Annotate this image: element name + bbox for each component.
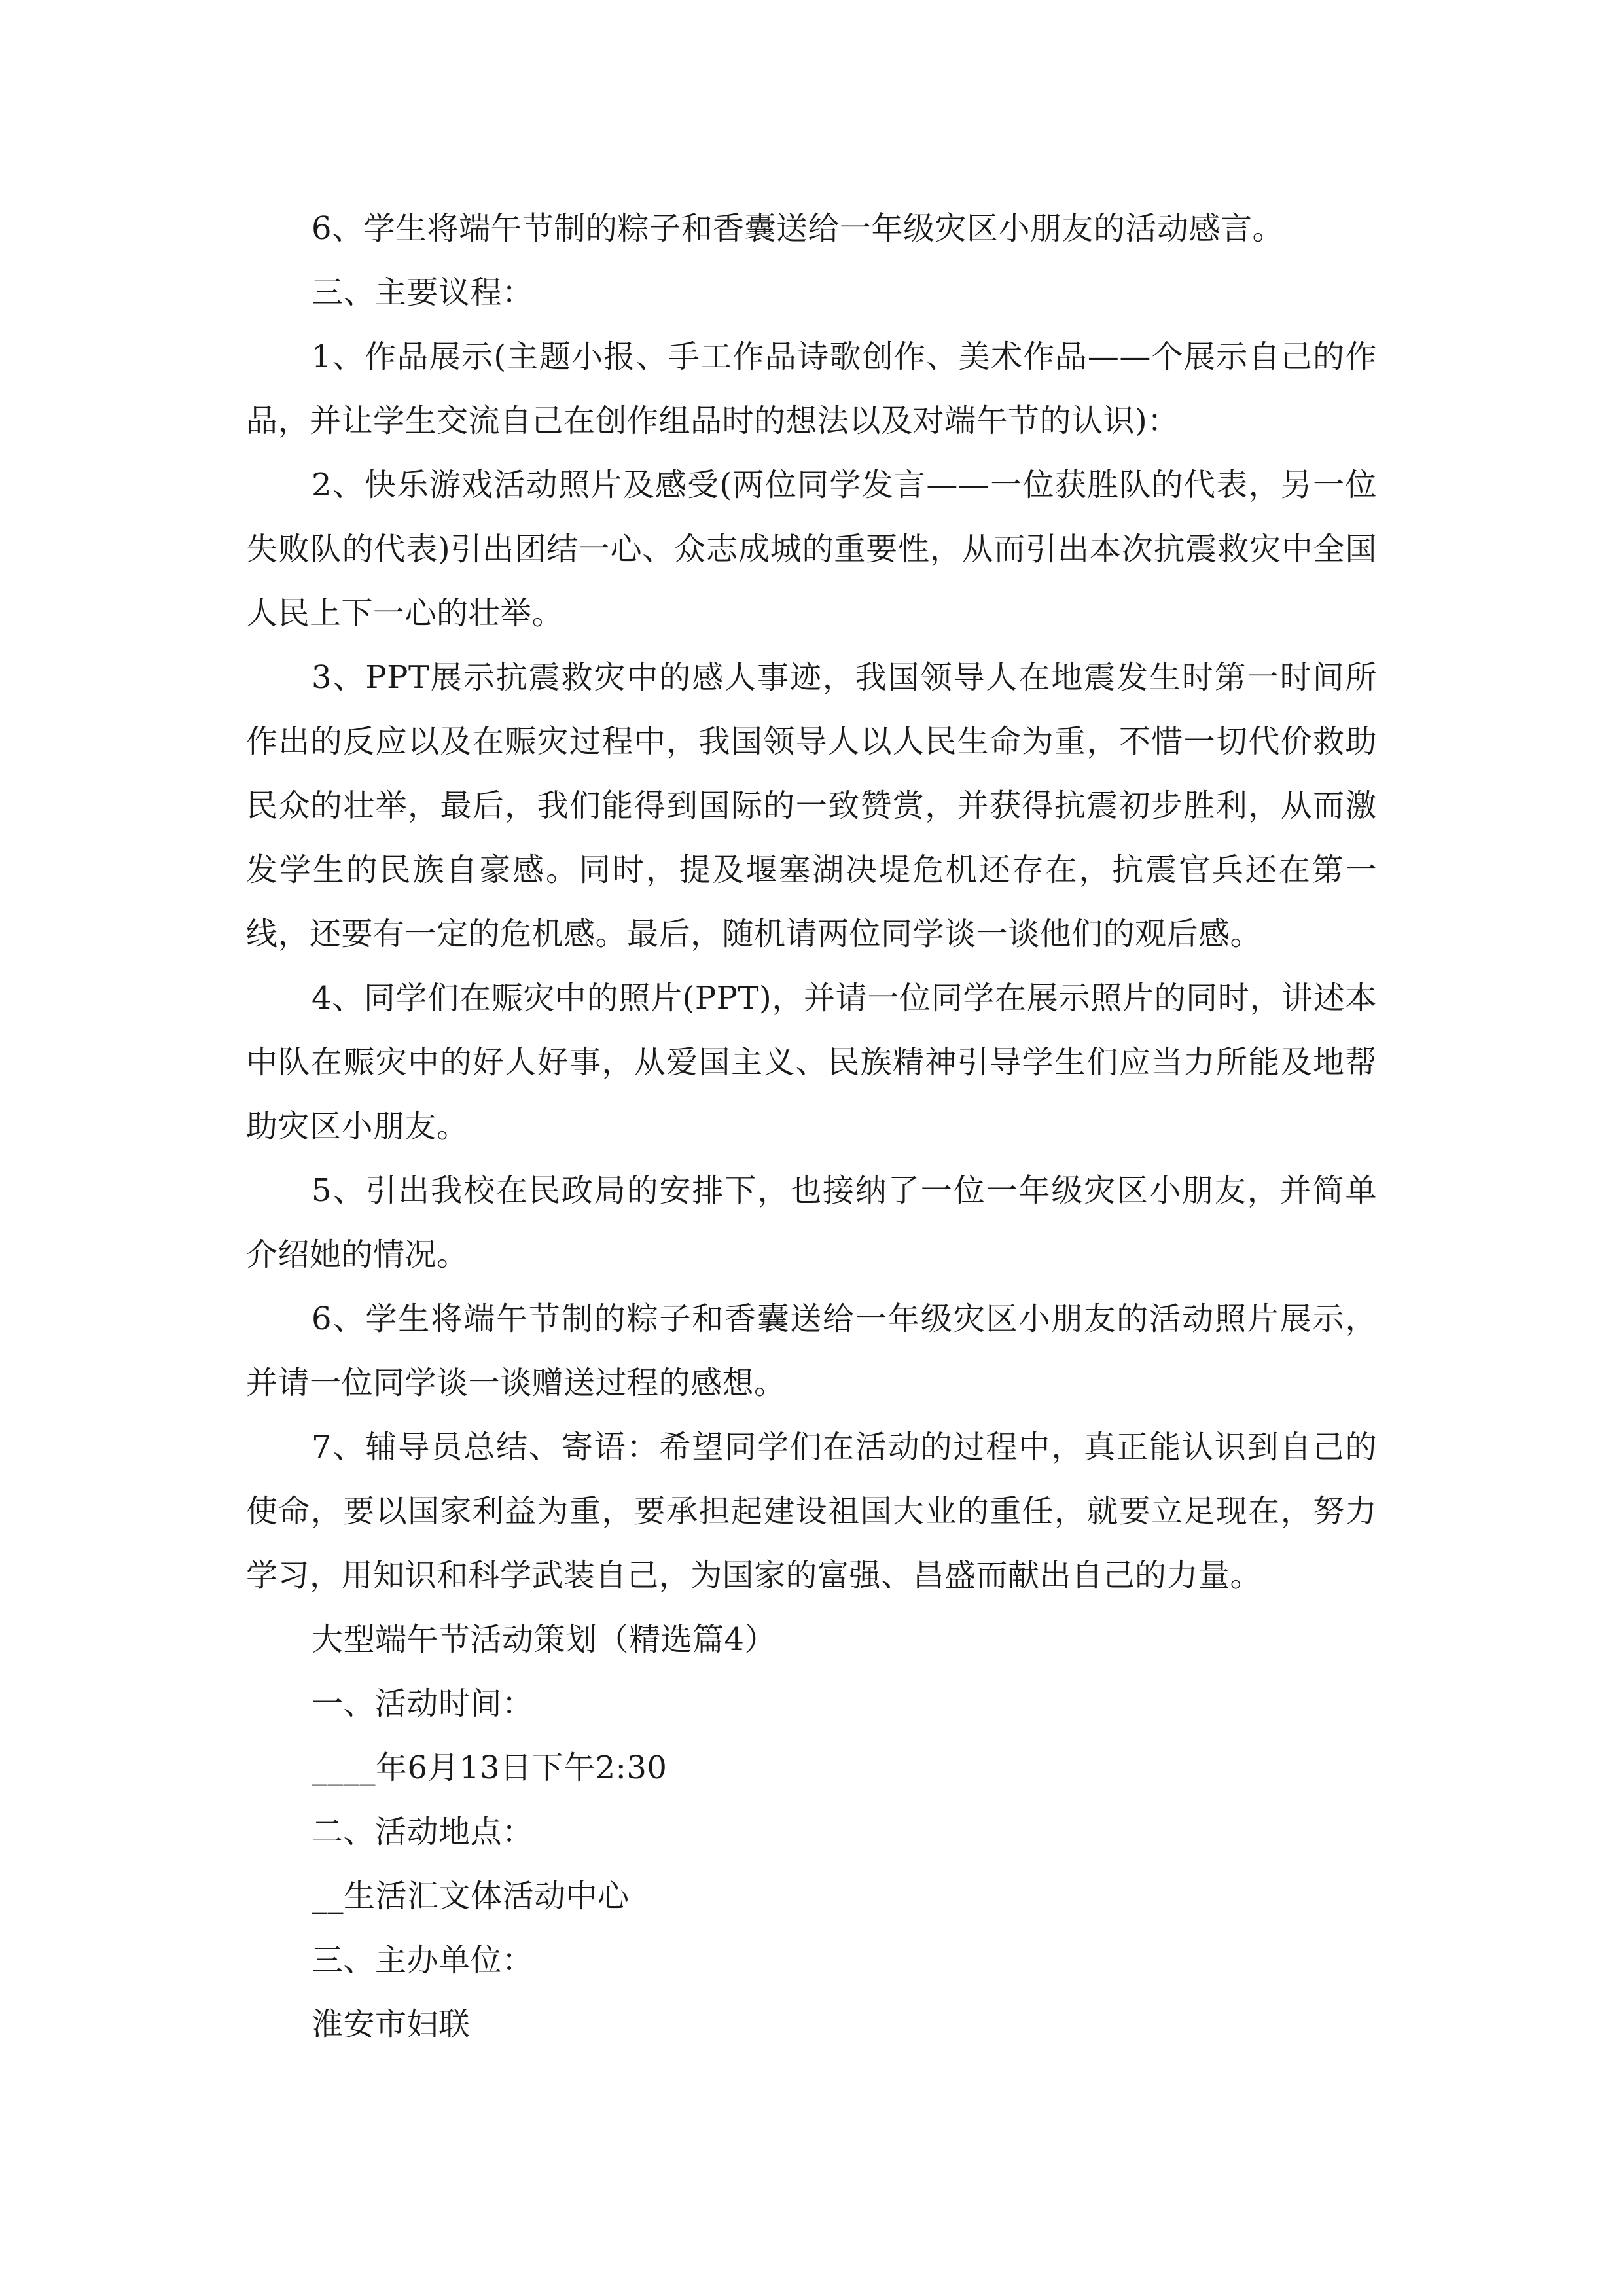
agenda-item-5: 5、引出我校在民政局的安排下，也接纳了一位一年级灾区小朋友，并简单介绍她的情况。 xyxy=(246,1172,1377,1273)
heading-organizer: 三、主办单位： xyxy=(312,1942,534,1979)
agenda-item-7: 7、辅导员总结、寄语：希望同学们在活动的过程中，真正能认识到自己的使命，要以国家利益为重，要承担起建设祖国大业的重任，就要立足现在，努力学习，用知识和科学武装自己，为国家的富强、昌盛而献出自己的力量。 xyxy=(246,1429,1377,1594)
agenda-item-4: 4、同学们在赈灾中的照片(PPT)，并请一位同学在展示照片的同时，讲述本中队在赈灾中的好人好事，从爱国主义、民族精神引导学生们应当力所能及地帮助灾区小朋友。 xyxy=(246,980,1377,1145)
agenda-item-1: 1、作品展示(主题小报、手工作品诗歌创作、美术作品——个展示自己的作品，并让学生交流自己在创作组品时的想法以及对端午节的认识)： xyxy=(246,338,1377,439)
heading-activity-time: 一、活动时间： xyxy=(312,1685,534,1722)
heading-activity-location: 二、活动地点： xyxy=(312,1814,534,1850)
agenda-item-2: 2、快乐游戏活动照片及感受(两位同学发言——一位获胜队的代表，另一位失败队的代表)引出团结一心、众志成城的重要性，从而引出本次抗震救灾中全国人民上下一心的壮举。 xyxy=(246,467,1377,632)
heading-main-agenda: 三、主要议程： xyxy=(312,274,534,311)
activity-location-value: __生活汇文体活动中心 xyxy=(312,1878,630,1914)
section-title-plan-4: 大型端午节活动策划（精选篇4） xyxy=(312,1621,777,1658)
document-body xyxy=(246,196,1377,2056)
organizer-value: 淮安市妇联 xyxy=(312,2006,471,2043)
agenda-item-3: 3、PPT展示抗震救灾中的感人事迹，我国领导人在地震发生时第一时间所作出的反应以及在赈灾过程中，我国领导人以人民生命为重，不惜一切代价救助民众的壮举，最后，我们能得到国际的一致赞赏，并获得抗震初步胜利，从而激发学生的民族自豪感。同时，提及堰塞湖决堤危机还存在，抗震官兵还在第一线，还要有一定的危机感。最后，随机请两位同学谈一谈他们的观后感。 xyxy=(246,659,1377,952)
activity-time-value: ____年6月13日下午2:30 xyxy=(312,1749,668,1786)
paragraph-activity-remarks: 6、学生将端午节制的粽子和香囊送给一年级灾区小朋友的活动感言。 xyxy=(312,210,1285,247)
agenda-item-6: 6、学生将端午节制的粽子和香囊送给一年级灾区小朋友的活动照片展示，并请一位同学谈一谈赠送过程的感想。 xyxy=(246,1300,1377,1401)
